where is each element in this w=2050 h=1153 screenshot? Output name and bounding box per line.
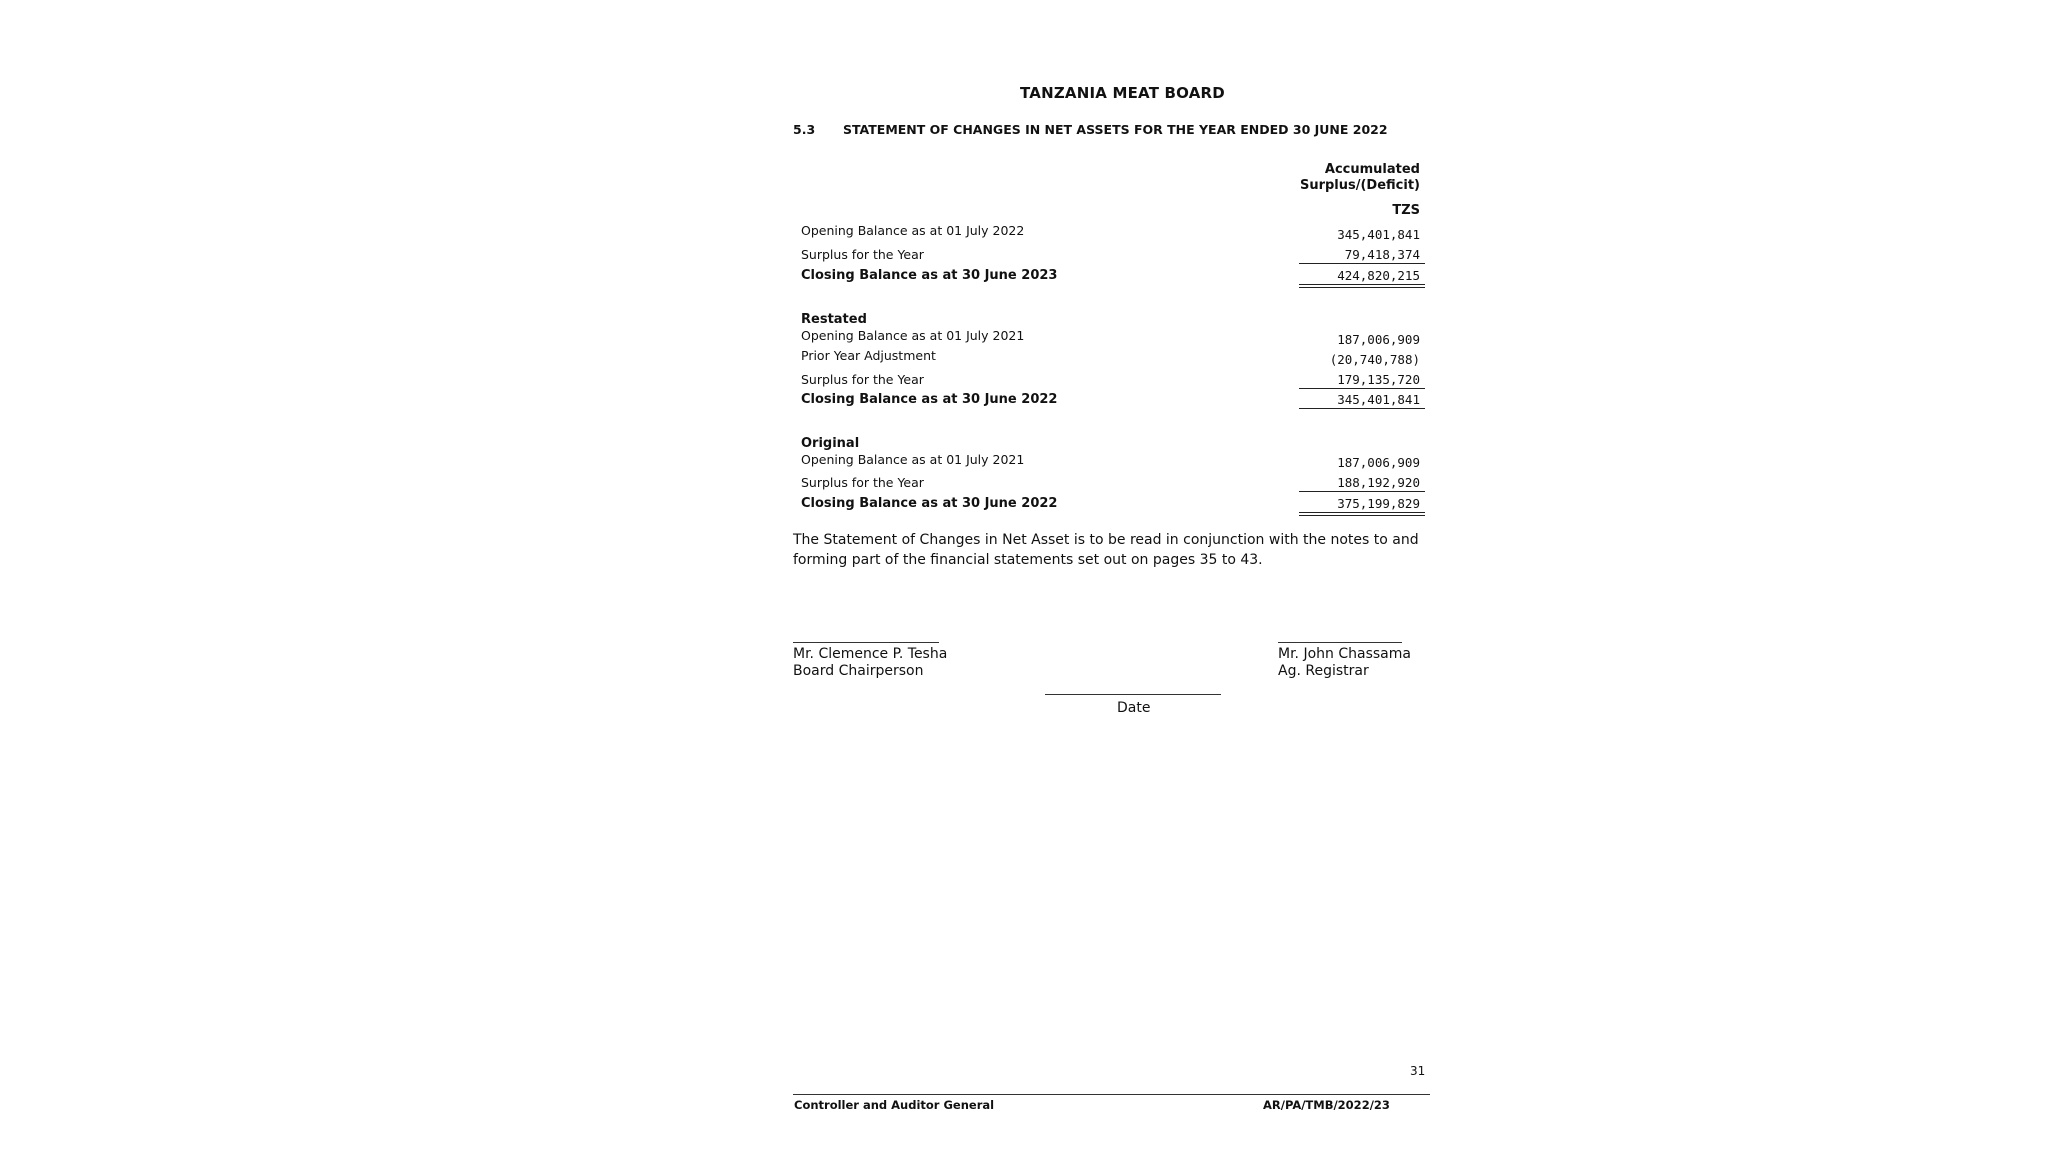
- column-header-line1: Accumulated: [1324, 162, 1420, 177]
- registrar-title: Ag. Registrar: [1278, 663, 1369, 679]
- page-number: 31: [1410, 1064, 1426, 1078]
- original-opening-label: Opening Balance as at 01 July 2021: [801, 452, 1025, 467]
- restated-closing-value: 345,401,841: [1337, 392, 1420, 407]
- restated-closing-label: Closing Balance as at 30 June 2022: [801, 392, 1058, 407]
- current-closing-value: 424,820,215: [1337, 268, 1420, 283]
- column-currency: TZS: [1392, 203, 1420, 218]
- restated-adjustment-label: Prior Year Adjustment: [801, 348, 936, 363]
- subtotal-rule: [1299, 263, 1425, 264]
- chairperson-title: Board Chairperson: [793, 663, 924, 679]
- statement-note: The Statement of Changes in Net Asset is to be read in conjunction with the notes to and forming part of the financial statements set out on pages 35 to 43.: [793, 532, 1419, 568]
- restated-opening-value: 187,006,909: [1337, 332, 1420, 347]
- restated-heading: Restated: [801, 312, 867, 327]
- original-surplus-value: 188,192,920: [1337, 475, 1420, 490]
- total-double-rule: [1299, 284, 1425, 288]
- subtotal-rule: [1299, 491, 1425, 492]
- date-line: [1045, 694, 1221, 695]
- subtotal-rule: [1299, 388, 1425, 389]
- original-closing-value: 375,199,829: [1337, 496, 1420, 511]
- restated-surplus-label: Surplus for the Year: [801, 372, 924, 387]
- restated-adjustment-value: (20,740,788): [1329, 352, 1420, 367]
- registrar-signature-line: [1278, 642, 1402, 643]
- total-rule: [1299, 408, 1425, 409]
- footer-rule: [793, 1094, 1430, 1095]
- total-double-rule: [1299, 512, 1425, 516]
- footer-left: Controller and Auditor General: [794, 1098, 995, 1112]
- chairperson-signature-line: [793, 642, 939, 643]
- section-title: STATEMENT OF CHANGES IN NET ASSETS FOR THE YEAR ENDED 30 JUNE 2022: [843, 122, 1388, 137]
- original-surplus-label: Surplus for the Year: [801, 475, 924, 490]
- footer-right: AR/PA/TMB/2022/23: [1263, 1098, 1390, 1112]
- section-number: 5.3: [793, 122, 816, 137]
- organization-title: TANZANIA MEAT BOARD: [1020, 84, 1225, 102]
- restated-opening-label: Opening Balance as at 01 July 2021: [801, 328, 1025, 343]
- current-surplus-label: Surplus for the Year: [801, 247, 924, 262]
- original-opening-value: 187,006,909: [1337, 455, 1420, 470]
- date-label: Date: [1117, 700, 1151, 716]
- current-opening-value: 345,401,841: [1337, 227, 1420, 242]
- original-closing-label: Closing Balance as at 30 June 2022: [801, 496, 1058, 511]
- current-surplus-value: 79,418,374: [1344, 247, 1420, 262]
- restated-surplus-value: 179,135,720: [1337, 372, 1420, 387]
- original-heading: Original: [801, 436, 860, 451]
- current-opening-label: Opening Balance as at 01 July 2022: [801, 223, 1025, 238]
- registrar-name: Mr. John Chassama: [1278, 646, 1411, 662]
- column-header-line2: Surplus/(Deficit): [1299, 178, 1420, 193]
- current-closing-label: Closing Balance as at 30 June 2023: [801, 268, 1058, 283]
- chairperson-name: Mr. Clemence P. Tesha: [793, 646, 948, 662]
